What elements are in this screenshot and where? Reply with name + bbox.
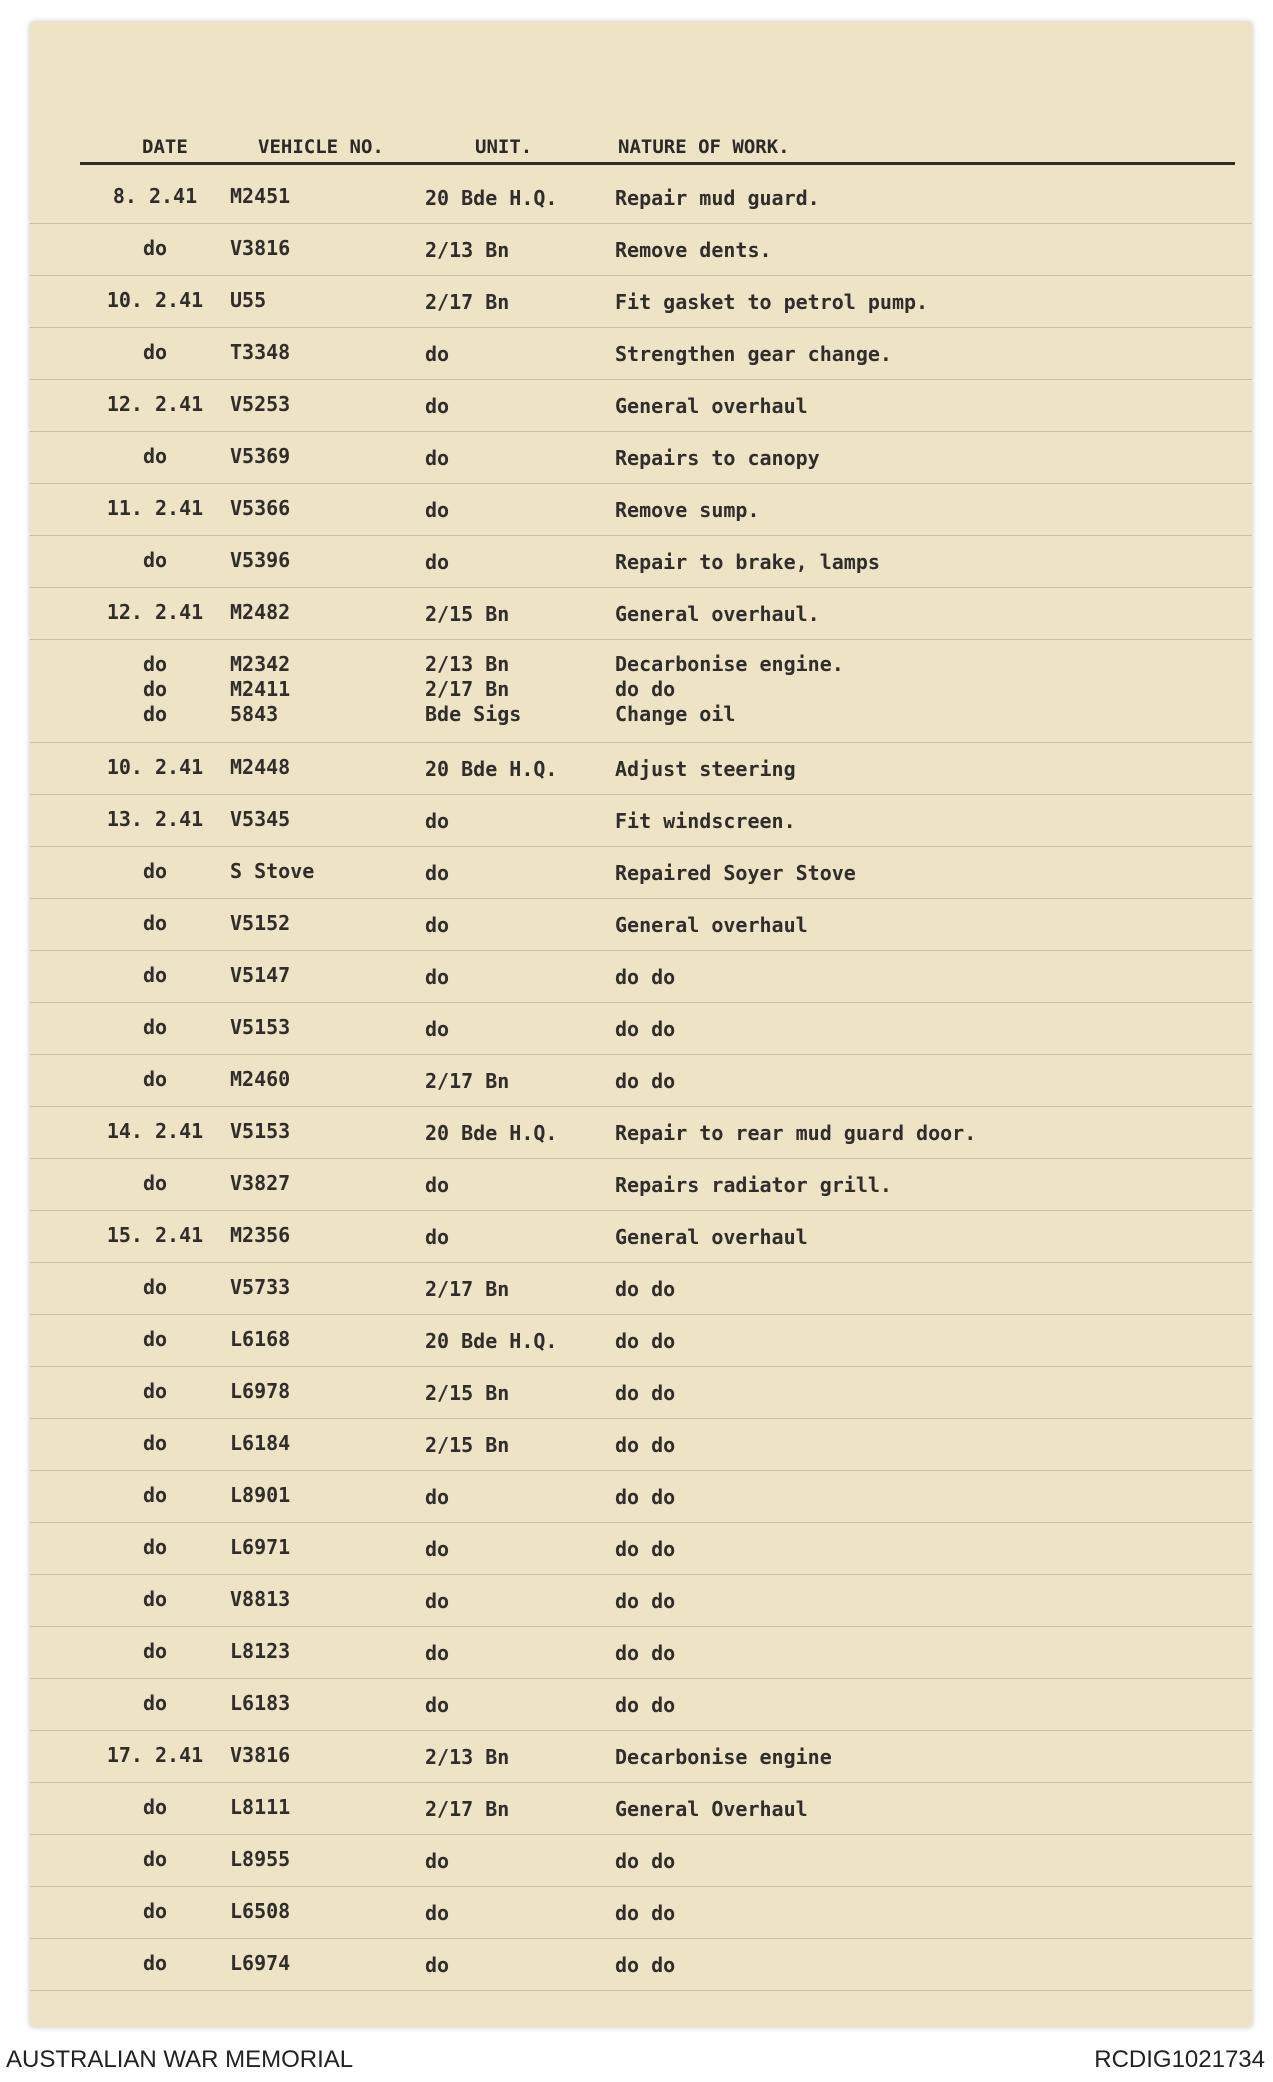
table-row (30, 743, 1252, 795)
cell-vehicle: M2451 (230, 184, 291, 208)
cell-work: Repairs to canopy (615, 446, 820, 470)
cell-work: Strengthen gear change. (615, 342, 892, 366)
cell-work: Fit windscreen. (615, 809, 796, 833)
cell-unit: do (425, 342, 450, 366)
table-row (30, 1211, 1252, 1263)
cell-work-line: Change oil (615, 702, 736, 726)
cell-vehicle: L8111 (230, 1795, 291, 1819)
cell-vehicle: U55 (230, 288, 267, 312)
footer-id: RCDIG1021734 (1094, 2046, 1265, 2073)
cell-work: do do (615, 1381, 676, 1405)
cell-work-line: Decarbonise engine. (615, 652, 844, 676)
cell-vehicle: S Stove (230, 859, 315, 883)
cell-work-line: do do (615, 677, 676, 701)
cell-work: Fit gasket to petrol pump. (615, 290, 929, 314)
cell-unit: do (425, 809, 450, 833)
cell-date-line: do (142, 702, 168, 726)
cell-unit: 2/15 Bn (425, 1381, 510, 1405)
table-row (30, 1263, 1252, 1315)
cell-unit-line: Bde Sigs (425, 702, 522, 726)
table-row-group (30, 640, 1252, 743)
cell-date: do (142, 859, 168, 883)
cell-unit-line: 2/13 Bn (425, 652, 510, 676)
table-header (30, 132, 1252, 164)
header-vehicle: VEHICLE NO. (258, 136, 384, 158)
cell-date: do (142, 1639, 168, 1663)
table-row (30, 1367, 1252, 1419)
table-row (30, 1679, 1252, 1731)
cell-work: General overhaul (615, 1225, 808, 1249)
cell-date: 12. 2.41 (106, 392, 204, 416)
cell-vehicle: V5345 (230, 807, 291, 831)
cell-date: do (142, 1171, 168, 1195)
table-row (30, 1575, 1252, 1627)
cell-date: do (142, 1379, 168, 1403)
cell-unit: do (425, 498, 450, 522)
cell-vehicle: L6183 (230, 1691, 291, 1715)
cell-date: do (142, 1899, 168, 1923)
cell-work: do do (615, 1485, 676, 1509)
cell-date: do (142, 1847, 168, 1871)
cell-work: do do (615, 1329, 676, 1353)
cell-vehicle: V5147 (230, 963, 291, 987)
header-work: NATURE OF WORK. (618, 136, 790, 158)
cell-date: do (142, 1691, 168, 1715)
cell-unit: do (425, 1537, 450, 1561)
table-row (30, 847, 1252, 899)
cell-vehicle: L6508 (230, 1899, 291, 1923)
cell-work: do do (615, 1589, 676, 1613)
cell-date: do (142, 911, 168, 935)
header-unit: UNIT. (475, 136, 533, 158)
table-row (30, 1315, 1252, 1367)
cell-work: do do (615, 1693, 676, 1717)
table-row (30, 224, 1252, 276)
cell-unit: 20 Bde H.Q. (425, 1329, 558, 1353)
cell-date: do (142, 1327, 168, 1351)
cell-work: Adjust steering (615, 757, 796, 781)
cell-unit: do (425, 446, 450, 470)
table-row (30, 1419, 1252, 1471)
table-row (30, 1471, 1252, 1523)
table-row (30, 1107, 1252, 1159)
table-row (30, 328, 1252, 380)
cell-unit: do (425, 913, 450, 937)
cell-date: 15. 2.41 (106, 1223, 204, 1247)
table-row (30, 276, 1252, 328)
cell-vehicle (230, 652, 290, 727)
cell-unit: do (425, 394, 450, 418)
cell-vehicle: L8901 (230, 1483, 291, 1507)
cell-vehicle: L6971 (230, 1535, 291, 1559)
table-row (30, 1835, 1252, 1887)
cell-vehicle-line: M2411 (230, 677, 291, 701)
cell-work: Remove sump. (615, 498, 760, 522)
cell-vehicle: L6168 (230, 1327, 291, 1351)
cell-unit: 20 Bde H.Q. (425, 186, 558, 210)
cell-date: 12. 2.41 (106, 600, 204, 624)
cell-unit: do (425, 1485, 450, 1509)
cell-date: do (142, 1795, 168, 1819)
cell-date: do (142, 236, 168, 260)
cell-date-line: do (142, 652, 168, 676)
cell-date: do (142, 1067, 168, 1091)
table-row (30, 1939, 1252, 1991)
cell-vehicle: V3816 (230, 236, 291, 260)
cell-unit: do (425, 1173, 450, 1197)
cell-unit: 2/17 Bn (425, 1277, 510, 1301)
cell-unit: do (425, 1225, 450, 1249)
cell-vehicle: T3348 (230, 340, 291, 364)
cell-unit: 2/15 Bn (425, 1433, 510, 1457)
table-row (30, 536, 1252, 588)
cell-vehicle: V5152 (230, 911, 291, 935)
cell-date: 11. 2.41 (106, 496, 204, 520)
table-row (30, 432, 1252, 484)
table-row (30, 484, 1252, 536)
cell-vehicle: V5153 (230, 1119, 291, 1143)
cell-date: do (142, 548, 168, 572)
cell-work: do do (615, 1433, 676, 1457)
cell-unit: do (425, 1849, 450, 1873)
document-page (30, 22, 1252, 2027)
cell-vehicle: L8955 (230, 1847, 291, 1871)
cell-date: 17. 2.41 (106, 1743, 204, 1767)
cell-unit: do (425, 1641, 450, 1665)
cell-date: do (142, 1951, 168, 1975)
cell-date: 10. 2.41 (106, 288, 204, 312)
cell-date: 8. 2.41 (112, 184, 198, 208)
table-row (30, 795, 1252, 847)
table-row (30, 1159, 1252, 1211)
cell-unit: 20 Bde H.Q. (425, 1121, 558, 1145)
cell-work: do do (615, 1537, 676, 1561)
cell-work: General overhaul (615, 394, 808, 418)
cell-unit: 2/17 Bn (425, 290, 510, 314)
cell-vehicle: V3827 (230, 1171, 291, 1195)
cell-date: do (142, 1483, 168, 1507)
table-row (30, 1055, 1252, 1107)
cell-work: Repairs radiator grill. (615, 1173, 892, 1197)
cell-work: do do (615, 1849, 676, 1873)
cell-vehicle: V8813 (230, 1587, 291, 1611)
table-row (30, 380, 1252, 432)
cell-vehicle: L6974 (230, 1951, 291, 1975)
cell-date: do (142, 1275, 168, 1299)
cell-work: do do (615, 1641, 676, 1665)
cell-work: General overhaul. (615, 602, 820, 626)
cell-date: 14. 2.41 (106, 1119, 204, 1143)
cell-unit: do (425, 861, 450, 885)
cell-unit: do (425, 965, 450, 989)
cell-work: Repair to rear mud guard door. (615, 1121, 977, 1145)
cell-unit: 2/15 Bn (425, 602, 510, 626)
cell-work: General overhaul (615, 913, 808, 937)
cell-unit: do (425, 1589, 450, 1613)
cell-unit (425, 652, 521, 727)
cell-work: Repaired Soyer Stove (615, 861, 856, 885)
cell-unit: 2/13 Bn (425, 1745, 510, 1769)
cell-date: do (142, 1535, 168, 1559)
cell-unit: do (425, 1693, 450, 1717)
cell-work: do do (615, 1953, 676, 1977)
cell-date: do (142, 444, 168, 468)
cell-work: Decarbonise engine (615, 1745, 832, 1769)
cell-unit: 2/17 Bn (425, 1797, 510, 1821)
cell-vehicle: V5153 (230, 1015, 291, 1039)
cell-date-line: do (142, 677, 168, 701)
cell-vehicle: V5369 (230, 444, 291, 468)
cell-vehicle: V3816 (230, 1743, 291, 1767)
cell-vehicle: V5396 (230, 548, 291, 572)
table-row (30, 1887, 1252, 1939)
cell-work: do do (615, 965, 676, 989)
cell-vehicle: V5366 (230, 496, 291, 520)
cell-work: Repair to brake, lamps (615, 550, 880, 574)
cell-unit: do (425, 1953, 450, 1977)
cell-vehicle: M2448 (230, 755, 291, 779)
cell-date (90, 652, 220, 727)
table-row (30, 172, 1252, 224)
cell-date: do (142, 1431, 168, 1455)
cell-vehicle: L6978 (230, 1379, 291, 1403)
cell-unit: do (425, 1901, 450, 1925)
cell-vehicle: V5253 (230, 392, 291, 416)
cell-vehicle: V5733 (230, 1275, 291, 1299)
cell-work (615, 652, 844, 727)
cell-work: Repair mud guard. (615, 186, 820, 210)
cell-work: do do (615, 1069, 676, 1093)
cell-vehicle: M2356 (230, 1223, 291, 1247)
table-row (30, 899, 1252, 951)
cell-date: do (142, 340, 168, 364)
cell-vehicle-line: M2342 (230, 652, 291, 676)
footer-credit: AUSTRALIAN WAR MEMORIAL (6, 2046, 354, 2073)
cell-date: 10. 2.41 (106, 755, 204, 779)
cell-date: do (142, 963, 168, 987)
cell-work: do do (615, 1017, 676, 1041)
cell-work: do do (615, 1901, 676, 1925)
log-table (30, 172, 1252, 1991)
table-row (30, 1627, 1252, 1679)
cell-work: do do (615, 1277, 676, 1301)
table-row (30, 1003, 1252, 1055)
cell-unit: do (425, 550, 450, 574)
cell-vehicle: M2482 (230, 600, 291, 624)
cell-vehicle: M2460 (230, 1067, 291, 1091)
table-row (30, 588, 1252, 640)
cell-work: Remove dents. (615, 238, 772, 262)
header-rule (80, 162, 1235, 165)
cell-vehicle-line: 5843 (230, 702, 279, 726)
cell-unit: 2/17 Bn (425, 1069, 510, 1093)
cell-vehicle: L8123 (230, 1639, 291, 1663)
cell-date: 13. 2.41 (106, 807, 204, 831)
cell-work: General Overhaul (615, 1797, 808, 1821)
cell-unit: 2/13 Bn (425, 238, 510, 262)
table-row (30, 1731, 1252, 1783)
cell-date: do (142, 1587, 168, 1611)
cell-date: do (142, 1015, 168, 1039)
header-date: DATE (142, 136, 188, 158)
cell-vehicle: L6184 (230, 1431, 291, 1455)
cell-unit-line: 2/17 Bn (425, 677, 510, 701)
cell-unit: do (425, 1017, 450, 1041)
cell-unit: 20 Bde H.Q. (425, 757, 558, 781)
table-row (30, 951, 1252, 1003)
table-row (30, 1783, 1252, 1835)
table-row (30, 1523, 1252, 1575)
